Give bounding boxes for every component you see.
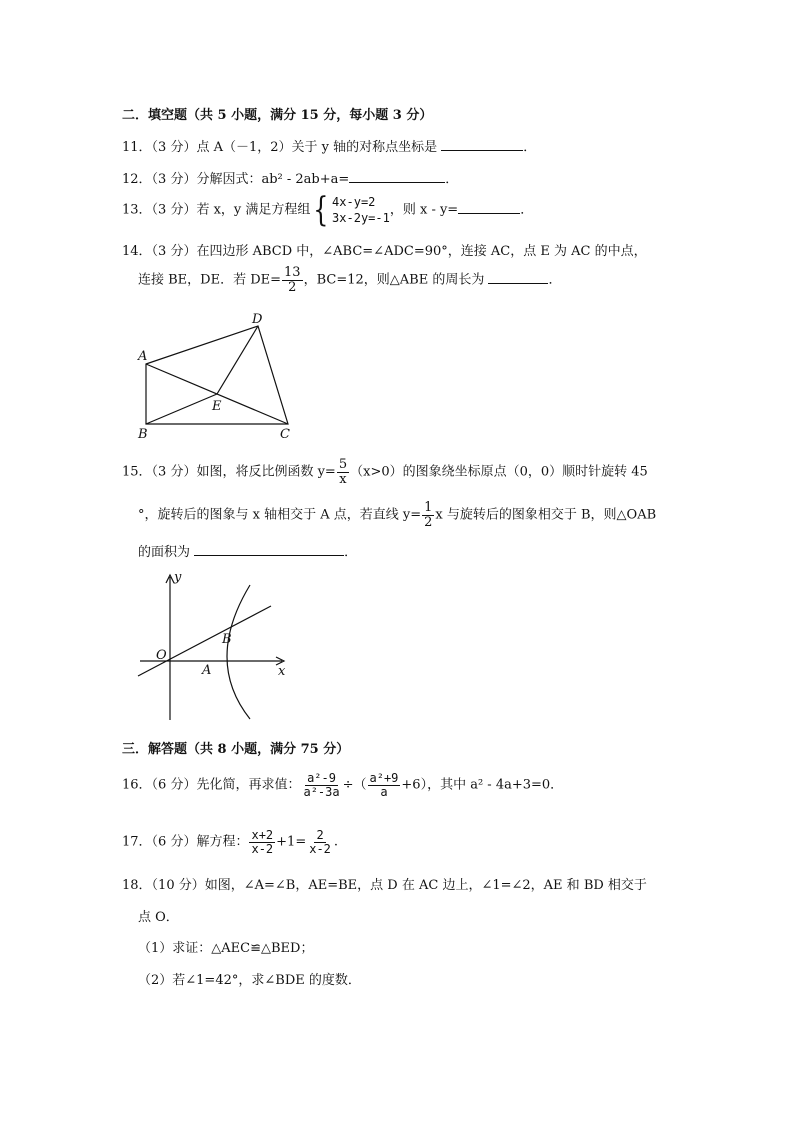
question-14 [122, 240, 647, 259]
question-number: 16． [122, 777, 152, 793]
question-score: （6 分） [151, 777, 197, 793]
question-17: 17．（6 分）解方程： $\frac{x+2}{x-2}$ +1= $\frac{2}{x-2}$ . [122, 828, 339, 856]
answer-blank [458, 201, 520, 214]
question-16: 16．（6 分）先化简，再求值： $\frac{\text{a²-9}}{\text{a²-3a}}$ ÷（ $\frac{\text{a²+9}}{a}$ +6），其中 a² - 4a+3=0． [122, 771, 564, 799]
question-14-line-2: 连接 BE，DE．若 DE= $\frac{13}{2}$ ，BC=12，则△ABE 的周长为 ． [138, 265, 562, 295]
segment-be [146, 394, 217, 424]
question-15-line-3: 的面积为 ． [138, 545, 358, 560]
fraction: $\frac{13}{2}$ [284, 265, 301, 295]
label-d: D [252, 312, 263, 327]
answer-blank [194, 543, 344, 556]
fraction: $\frac{x+2}{x-2}$ [251, 828, 274, 856]
equation-1: 4x-y=2 [332, 194, 376, 209]
question-number: 12． [122, 172, 152, 187]
question-number: 14． [122, 244, 152, 259]
question-score: （3 分） [151, 464, 197, 480]
question-number: 11． [122, 140, 152, 155]
question-text: 分解因式：ab² - 2ab+a= [196, 172, 350, 187]
answer-blank [349, 170, 445, 183]
label-a: A [138, 349, 148, 364]
label-y: y [174, 570, 182, 585]
fraction: $\frac{\text{a²+9}}{a}$ [369, 771, 399, 799]
question-13: 13．（3 分）若 x，y 满足方程组{ 4x-y=2 3x-2y=-1 ，则 x - y= ． [122, 190, 534, 230]
question-number: 13． [122, 202, 152, 218]
question-score: （3 分） [151, 244, 197, 259]
question-score: （3 分） [151, 140, 197, 155]
equation-system [332, 194, 390, 226]
figure-quadrilateral [130, 308, 310, 444]
question-18-part-2: （2）若∠1=42°，求∠BDE 的度数． [138, 973, 361, 988]
question-18: 18．（10 分）如图，∠A=∠B，AE=BE，点 D 在 AC 边上，∠1=∠2，AE 和 BD 相交于 [122, 878, 647, 893]
fraction: $\frac{\text{a²-9}}{\text{a²-3a}}$ [303, 771, 340, 799]
left-brace: { [313, 190, 329, 230]
fraction: $\frac{5}{x}$ [338, 457, 348, 487]
answer-blank [488, 271, 548, 284]
question-11: 11．（3 分）点 A（－1，2）关于 y 轴的对称点坐标是 ． [122, 140, 537, 155]
question-18-line-2: 点 O． [138, 910, 179, 925]
question-number: 18． [122, 878, 152, 893]
section-title-fill-in: 二．填空题（共 5 小题，满分 15 分，每小题 3 分） [122, 108, 433, 123]
question-text: 点 A（－1，2）关于 y 轴的对称点坐标是 [196, 140, 438, 155]
figure-rotated-hyperbola [130, 565, 300, 725]
question-number: 15． [122, 464, 152, 480]
rotated-hyperbola-curve [227, 585, 250, 719]
section-title-solve: 三．解答题（共 8 小题，满分 75 分） [122, 742, 350, 757]
question-text: 若 x，y 满足方程组 [196, 202, 311, 218]
label-e: E [212, 399, 222, 414]
question-number: 17． [122, 834, 152, 850]
question-text: 在四边形 ABCD 中，∠ABC=∠ADC=90°，连接 AC，点 E 为 AC 的中点， [196, 244, 647, 259]
question-15: 15．（3 分）如图，将反比例函数 y= $\frac{5}{x}$ （x>0）的图象绕坐标原点（0，0）顺时针旋转 45 [122, 457, 648, 487]
question-15-line-2: °，旋转后的图象与 x 轴相交于 A 点，若直线 y= $\frac{1}{2}$ x 与旋转后的图象相交于 B，则△OAB [138, 500, 657, 530]
label-x: x [278, 664, 286, 679]
equation-2: 3x-2y=-1 [332, 211, 390, 225]
label-b: B [138, 427, 148, 442]
label-a: A [202, 663, 212, 678]
segment-de [217, 326, 258, 394]
label-o: O [156, 648, 167, 663]
question-score: （10 分） [151, 878, 205, 893]
fraction: $\frac{1}{2}$ [424, 500, 433, 530]
label-c: C [280, 427, 290, 442]
fraction: $\frac{2}{x-2}$ [309, 828, 331, 856]
question-score: （3 分） [151, 172, 197, 187]
question-score: （6 分） [151, 834, 197, 850]
question-score: （3 分） [151, 202, 197, 218]
question-18-part-1: （1）求证：△AEC≌△BED； [138, 941, 314, 956]
question-12: 12．（3 分）分解因式：ab² - 2ab+a= ． [122, 172, 459, 187]
answer-blank [441, 138, 523, 151]
label-b: B [222, 632, 232, 647]
